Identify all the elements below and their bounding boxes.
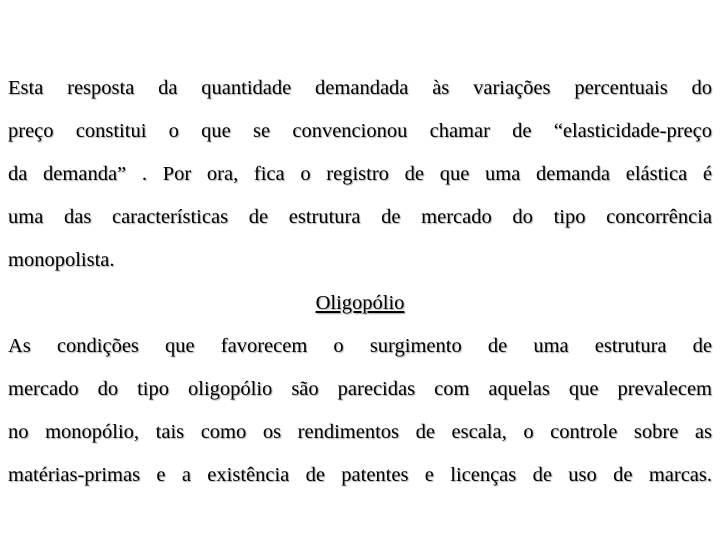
paragraph-line: Esta resposta da quantidade demandada às variações percentuais do xyxy=(8,77,712,99)
paragraph-elasticity xyxy=(8,67,712,282)
paragraph-oligopoly xyxy=(8,325,712,497)
paragraph-line: monopolista. xyxy=(8,249,115,271)
paragraph-line: da demanda” . Por ora, fica o registro de que uma demanda elástica é xyxy=(8,163,712,185)
paragraph-line: matérias-primas e a existência de patentes e licenças de uso de marcas. xyxy=(8,464,712,486)
paragraph-line: uma das características de estrutura de mercado do tipo concorrência xyxy=(8,206,712,228)
paragraph-line: mercado do tipo oligopólio são parecidas com aquelas que prevalecem xyxy=(8,378,712,400)
paragraph-line: As condições que favorecem o surgimento de uma estrutura de xyxy=(8,335,712,357)
paragraph-line: preço constitui o que se convencionou chamar de “elasticidade-preço xyxy=(8,120,712,142)
section-heading: Oligopólio xyxy=(315,292,405,314)
text-body xyxy=(8,67,712,497)
paragraph-line: no monopólio, tais como os rendimentos de escala, o controle sobre as xyxy=(8,421,712,443)
